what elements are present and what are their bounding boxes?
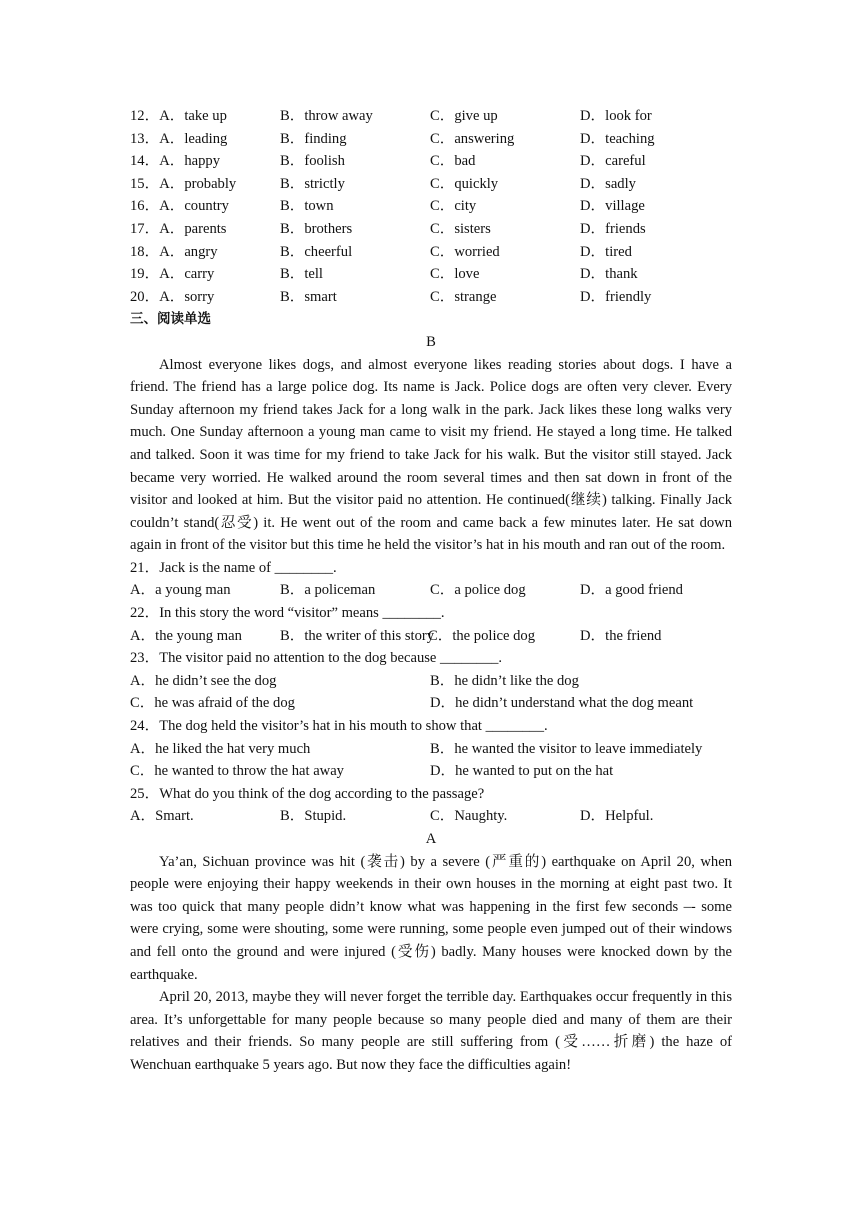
option-c	[430, 286, 496, 309]
option-text: give up	[454, 108, 498, 124]
option-letter: B．	[280, 198, 305, 215]
option-c	[430, 150, 475, 173]
option-letter: 13．A．	[130, 130, 185, 147]
option-a	[130, 195, 229, 218]
vocab-question-12	[130, 105, 732, 128]
option-a: A．a young man	[130, 582, 231, 599]
option-text: quickly	[454, 175, 499, 192]
question-23-options-row1	[130, 670, 732, 693]
option-c	[430, 128, 514, 151]
option-text: village	[605, 198, 645, 215]
question-21-stem: 21．Jack is the name of ________.	[130, 559, 337, 576]
option-letter: B．	[280, 108, 305, 124]
option-c	[430, 263, 479, 286]
option-c	[430, 218, 491, 241]
section-title: 三、阅读单选	[130, 311, 211, 328]
option-b: B．a policeman	[280, 582, 376, 599]
vocab-question-20	[130, 286, 732, 309]
option-text: sadly	[605, 175, 636, 192]
option-b: B．he didn’t like the dog	[430, 672, 579, 689]
option-letter: B．	[280, 153, 305, 170]
option-text: city	[454, 198, 477, 215]
option-d	[580, 128, 655, 151]
option-a	[130, 128, 227, 151]
option-a	[130, 241, 218, 264]
option-letter: C．	[430, 243, 455, 260]
option-text: sisters	[454, 220, 491, 237]
option-text: friendly	[605, 288, 652, 305]
option-text: bad	[454, 153, 476, 170]
option-letter: C．	[430, 288, 455, 305]
option-a: A．the young man	[130, 627, 242, 644]
option-d: D．he didn’t understand what the dog meant	[430, 695, 694, 712]
option-text: tired	[605, 243, 632, 260]
option-b: B．Stupid.	[280, 808, 347, 825]
option-letter: D．	[580, 288, 606, 305]
option-text: careful	[605, 153, 646, 170]
option-d: D．a good friend	[580, 582, 683, 599]
option-a	[130, 150, 220, 173]
option-letter: D．	[580, 198, 606, 215]
page-content	[130, 105, 732, 1077]
option-letter: C．	[430, 153, 455, 170]
option-letter: C．	[430, 175, 455, 192]
question-25-options	[130, 805, 732, 828]
vocab-question-19	[130, 263, 732, 286]
option-a	[130, 173, 236, 196]
option-letter: 12．A．	[130, 108, 185, 124]
option-d: D．Helpful.	[580, 808, 654, 825]
option-text: country	[184, 198, 229, 215]
option-b	[280, 263, 323, 286]
option-text: tell	[304, 266, 323, 283]
option-text: smart	[304, 288, 337, 305]
option-d	[580, 173, 636, 196]
option-text: take up	[184, 108, 227, 124]
question-23-stem: 23．The visitor paid no attention to the dog because ________.	[130, 650, 503, 667]
option-b	[280, 105, 373, 128]
option-letter: D．	[580, 220, 606, 237]
option-letter: C．	[430, 266, 455, 283]
question-24-stem: 24．The dog held the visitor’s hat in his mouth to show that ________.	[130, 718, 548, 735]
option-a: A．Smart.	[130, 808, 194, 825]
option-b	[280, 173, 345, 196]
option-text: parents	[184, 220, 227, 237]
option-a	[130, 263, 214, 286]
question-25-stem: 25．What do you think of the dog according to the passage?	[130, 785, 485, 802]
option-d: D．he wanted to put on the hat	[430, 763, 614, 780]
option-letter: 15．A．	[130, 175, 185, 192]
option-letter: D．	[580, 108, 606, 124]
option-letter: 17．A．	[130, 220, 185, 237]
option-letter: 20．A．	[130, 288, 185, 305]
question-21-options	[130, 579, 732, 602]
option-letter: B．	[280, 243, 305, 260]
option-a	[130, 105, 227, 128]
option-a	[130, 218, 226, 241]
vocab-question-list	[130, 105, 732, 308]
question-22-stem: 22．In this story the word “visitor” means ________.	[130, 605, 445, 622]
option-d: D．the friend	[580, 627, 662, 644]
option-b	[280, 150, 345, 173]
option-text: finding	[304, 130, 347, 147]
option-c: C．he was afraid of the dog	[130, 695, 295, 712]
option-text: answering	[454, 130, 515, 147]
passage-b-text: Almost everyone likes dogs, and almost everyone likes reading stories about dogs. I have a friend. The friend has a large police dog. Its name is Jack. Police dogs are often very clever. Every Sunday afternoon my friend takes Jack for a long walk in the park. Jack likes these long walks very much. One Sunday afternoon a young man came to visit my friend. He stayed a long time. He talked and talked. Soon it was time for my friend to take Jack for his walk. But the visitor still stayed. Jack became very worried. He walked around the room several times and then sat down in front of the visitor and looked at him. But the visitor paid no attention. He continued(继续) talking. Finally Jack couldn’t stand(忍受) it. He went out of the room and came back a few minutes later. He sat down again in front of the visitor but this time he held the visitor’s hat in his mouth and ran out of the room.	[130, 356, 732, 554]
option-d	[580, 218, 646, 241]
option-letter: C．	[430, 108, 455, 124]
option-b	[280, 286, 337, 309]
option-letter: D．	[580, 130, 606, 147]
passage-a-title: A	[425, 831, 437, 847]
option-text: happy	[184, 153, 220, 170]
option-letter: B．	[280, 266, 305, 283]
question-24-options-row1	[130, 738, 732, 761]
option-a	[130, 286, 214, 309]
option-text: angry	[184, 243, 218, 260]
option-c: C．the police dog	[428, 627, 536, 644]
option-text: town	[304, 198, 334, 215]
option-c	[430, 241, 500, 264]
option-d	[580, 150, 646, 173]
vocab-question-16	[130, 195, 732, 218]
option-c: C．Naughty.	[430, 808, 508, 825]
option-b	[280, 128, 347, 151]
option-c	[430, 195, 476, 218]
option-text: love	[454, 266, 480, 283]
option-c	[430, 105, 498, 128]
option-text: teaching	[605, 130, 655, 147]
option-text: thank	[605, 266, 638, 283]
option-letter: D．	[580, 175, 606, 192]
option-text: look for	[605, 108, 652, 124]
option-letter: D．	[580, 243, 606, 260]
option-text: leading	[184, 130, 228, 147]
option-letter: 16．A．	[130, 198, 185, 215]
option-b: B．the writer of this story	[280, 627, 435, 644]
option-d	[580, 286, 651, 309]
vocab-question-18	[130, 241, 732, 264]
option-text: friends	[605, 220, 646, 237]
option-letter: 14．A．	[130, 153, 185, 170]
option-letter: D．	[580, 266, 606, 283]
option-text: carry	[184, 266, 215, 283]
option-text: cheerful	[304, 243, 353, 260]
vocab-question-17	[130, 218, 732, 241]
option-text: strictly	[304, 175, 345, 192]
option-text: brothers	[304, 220, 353, 237]
option-letter: C．	[430, 130, 455, 147]
vocab-question-15	[130, 173, 732, 196]
option-d	[580, 105, 652, 128]
option-letter: 19．A．	[130, 266, 185, 283]
option-b	[280, 195, 334, 218]
option-b	[280, 218, 352, 241]
passage-a-paragraph-1: Ya’an, Sichuan province was hit (袭击) by a severe (严重的) earthquake on April 20, when people were enjoying their happy weekends in their own houses in the morning at eight past two. It was too quick that many people didn’t know what was happening in the first few seconds –- some were crying, some were shouting, some were running, some people even jumped out of their windows and fell onto the ground and were injured (受伤) badly. Many houses were knocked down by the earthquake.	[130, 853, 732, 983]
passage-b-title: B	[426, 333, 436, 350]
option-c: C．a police dog	[430, 582, 526, 599]
option-c: C．he wanted to throw the hat away	[130, 763, 344, 780]
option-d	[580, 241, 632, 264]
option-d	[580, 263, 638, 286]
option-a: A．he liked the hat very much	[130, 740, 311, 757]
question-22-options	[130, 625, 732, 648]
option-letter: 18．A．	[130, 243, 185, 260]
question-24-options-row2	[130, 760, 732, 783]
passage-a-paragraph-2: April 20, 2013, maybe they will never forget the terrible day. Earthquakes occur frequently in this area. It’s unforgettable for many people because so many people died and many of them are their relatives and their friends. So many people are still suffering from (受……折磨) the haze of Wenchuan earthquake 5 years ago. But now they face the difficulties again!	[130, 989, 732, 1073]
option-letter: B．	[280, 220, 305, 237]
option-letter: C．	[430, 220, 455, 237]
option-b	[280, 241, 352, 264]
option-text: sorry	[184, 288, 215, 305]
option-text: throw away	[304, 108, 373, 124]
vocab-question-13	[130, 128, 732, 151]
option-letter: B．	[280, 175, 305, 192]
option-text: strange	[454, 288, 497, 305]
option-a: A．he didn’t see the dog	[130, 672, 277, 689]
option-text: probably	[184, 175, 237, 192]
option-letter: B．	[280, 130, 305, 147]
option-letter: B．	[280, 288, 305, 305]
option-text: foolish	[304, 153, 345, 170]
vocab-question-14	[130, 150, 732, 173]
option-b: B．he wanted the visitor to leave immediately	[430, 740, 703, 757]
option-letter: C．	[430, 198, 455, 215]
option-letter: D．	[580, 153, 606, 170]
option-text: worried	[454, 243, 500, 260]
question-23-options-row2	[130, 692, 732, 715]
option-d	[580, 195, 645, 218]
option-c	[430, 173, 498, 196]
